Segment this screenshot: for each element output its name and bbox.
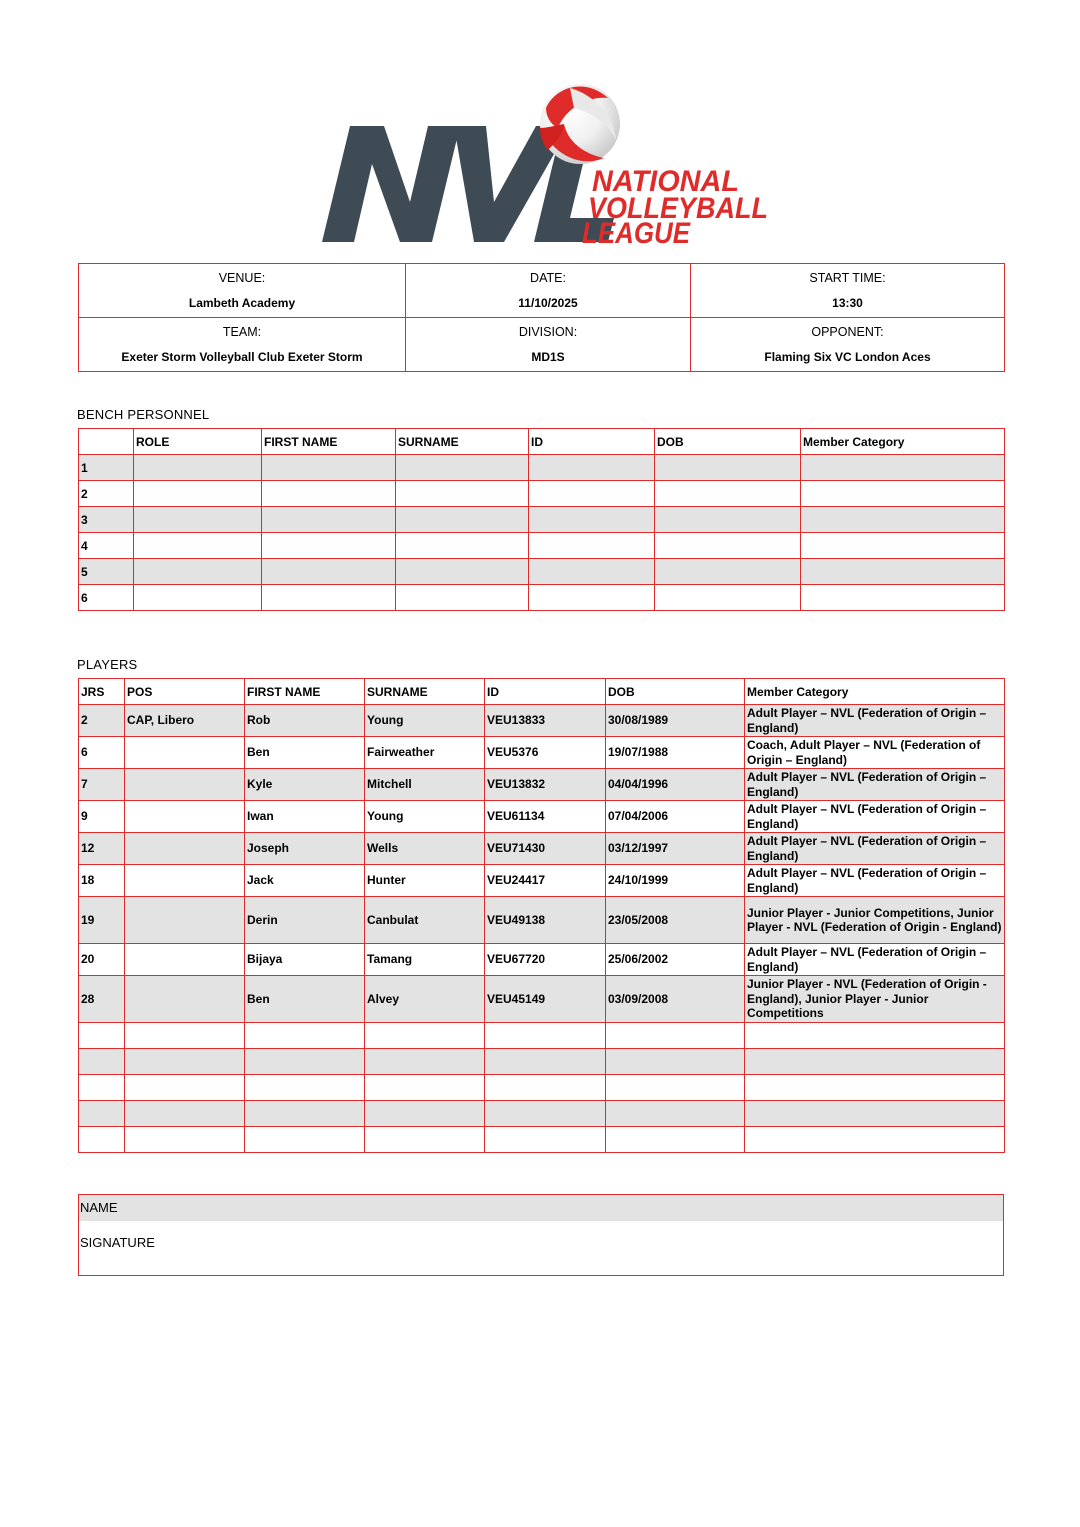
table-row — [79, 737, 1005, 769]
player-surname: Tamang — [365, 944, 485, 976]
volleyball-icon — [540, 84, 620, 164]
player-surname: Young — [365, 705, 485, 737]
player-jrs: 9 — [79, 801, 125, 833]
signoff-box — [78, 1194, 1004, 1276]
bench-personnel-table — [78, 428, 1005, 611]
bench-header-role: ROLE — [134, 429, 262, 455]
player-surname: Alvey — [365, 976, 485, 1023]
player-surname: Wells — [365, 833, 485, 865]
player-surname: Mitchell — [365, 769, 485, 801]
logo-line-2: VOLLEYBALL — [588, 192, 768, 225]
players-header-pos: POS — [125, 679, 245, 705]
player-pos — [125, 897, 245, 944]
player-id: VEU5376 — [485, 737, 606, 769]
bench-header-dob: DOB — [655, 429, 801, 455]
bench-row-number: 2 — [79, 481, 134, 507]
player-member-category: Adult Player – NVL (Federation of Origin – England) — [745, 705, 1005, 737]
table-row-empty — [79, 1101, 1005, 1127]
player-id: VEU71430 — [485, 833, 606, 865]
players-header-member-category: Member Category — [745, 679, 1005, 705]
player-dob: 04/04/1996 — [606, 769, 745, 801]
team-value: Exeter Storm Volleyball Club Exeter Storm — [121, 350, 363, 364]
logo-letter-n — [322, 126, 460, 242]
bench-row-number: 1 — [79, 455, 134, 481]
player-pos — [125, 801, 245, 833]
player-jrs: 7 — [79, 769, 125, 801]
table-row — [79, 507, 1005, 533]
player-dob: 24/10/1999 — [606, 865, 745, 897]
date-label: DATE: — [530, 271, 566, 285]
logo-line-1: NATIONAL — [592, 165, 739, 198]
start-time-label: START TIME: — [809, 271, 886, 285]
opponent-value: Flaming Six VC London Aces — [764, 350, 931, 364]
table-row — [79, 769, 1005, 801]
player-pos: CAP, Libero — [125, 705, 245, 737]
opponent-cell — [691, 318, 1005, 372]
player-pos — [125, 833, 245, 865]
players-header-id: ID — [485, 679, 606, 705]
team-label: TEAM: — [222, 325, 262, 339]
player-pos — [125, 865, 245, 897]
players-table — [78, 678, 1005, 1153]
table-row — [79, 976, 1005, 1023]
bench-row-number: 5 — [79, 559, 134, 585]
logo-line-3: LEAGUE — [582, 217, 691, 246]
player-jrs: 18 — [79, 865, 125, 897]
player-pos — [125, 769, 245, 801]
table-row-empty — [79, 1049, 1005, 1075]
player-id: VEU24417 — [485, 865, 606, 897]
table-row-empty — [79, 1075, 1005, 1101]
player-pos — [125, 976, 245, 1023]
table-row — [79, 897, 1005, 944]
player-jrs: 20 — [79, 944, 125, 976]
table-row — [79, 455, 1005, 481]
player-id: VEU45149 — [485, 976, 606, 1023]
player-first-name: Joseph — [245, 833, 365, 865]
player-dob: 30/08/1989 — [606, 705, 745, 737]
player-member-category: Adult Player – NVL (Federation of Origin – England) — [745, 769, 1005, 801]
signature-field-label: SIGNATURE — [80, 1235, 155, 1250]
table-row-empty — [79, 1127, 1005, 1153]
player-id: VEU49138 — [485, 897, 606, 944]
players-header-surname: SURNAME — [365, 679, 485, 705]
player-surname: Fairweather — [365, 737, 485, 769]
team-cell — [79, 318, 406, 372]
players-title: PLAYERS — [77, 657, 138, 672]
player-dob: 03/09/2008 — [606, 976, 745, 1023]
table-row-empty — [79, 1023, 1005, 1049]
player-id: VEU67720 — [485, 944, 606, 976]
division-value: MD1S — [531, 350, 565, 364]
nvl-logo — [318, 84, 770, 246]
player-dob: 23/05/2008 — [606, 897, 745, 944]
player-jrs: 28 — [79, 976, 125, 1023]
player-jrs: 19 — [79, 897, 125, 944]
players-header-dob: DOB — [606, 679, 745, 705]
bench-personnel-title: BENCH PERSONNEL — [77, 407, 210, 422]
table-row — [79, 559, 1005, 585]
player-jrs: 12 — [79, 833, 125, 865]
player-pos — [125, 944, 245, 976]
table-row — [79, 705, 1005, 737]
player-first-name: Rob — [245, 705, 365, 737]
bench-header-id: ID — [529, 429, 655, 455]
player-first-name: Ben — [245, 737, 365, 769]
table-row — [79, 865, 1005, 897]
table-row — [79, 585, 1005, 611]
venue-label: VENUE: — [218, 271, 266, 285]
player-surname: Canbulat — [365, 897, 485, 944]
date-cell — [406, 264, 691, 318]
venue-cell — [79, 264, 406, 318]
player-surname: Hunter — [365, 865, 485, 897]
player-member-category: Junior Player - Junior Competitions, Junior Player - NVL (Federation of Origin - England) — [745, 897, 1005, 944]
player-member-category: Junior Player - NVL (Federation of Origin - England), Junior Player - Junior Competitions — [745, 976, 1005, 1023]
division-label: DIVISION: — [518, 325, 578, 339]
player-surname: Young — [365, 801, 485, 833]
player-first-name: Kyle — [245, 769, 365, 801]
player-dob: 07/04/2006 — [606, 801, 745, 833]
player-first-name: Jack — [245, 865, 365, 897]
player-id: VEU13832 — [485, 769, 606, 801]
player-member-category: Adult Player – NVL (Federation of Origin – England) — [745, 833, 1005, 865]
start-time-cell — [691, 264, 1005, 318]
table-row — [79, 801, 1005, 833]
player-first-name: Ben — [245, 976, 365, 1023]
player-first-name: Bijaya — [245, 944, 365, 976]
players-header-first-name: FIRST NAME — [245, 679, 365, 705]
player-dob: 19/07/1988 — [606, 737, 745, 769]
venue-value: Lambeth Academy — [188, 296, 296, 310]
bench-row-number: 4 — [79, 533, 134, 559]
match-info-table — [78, 263, 1005, 372]
name-field-label: NAME — [79, 1195, 1003, 1221]
player-member-category: Adult Player – NVL (Federation of Origin – England) — [745, 865, 1005, 897]
opponent-label: OPPONENT: — [811, 325, 884, 339]
bench-header-surname: SURNAME — [396, 429, 529, 455]
table-row — [79, 833, 1005, 865]
player-jrs: 6 — [79, 737, 125, 769]
table-row — [79, 481, 1005, 507]
player-dob: 25/06/2002 — [606, 944, 745, 976]
player-member-category: Adult Player – NVL (Federation of Origin – England) — [745, 801, 1005, 833]
bench-row-number: 3 — [79, 507, 134, 533]
date-value: 11/10/2025 — [518, 296, 578, 310]
player-first-name: Iwan — [245, 801, 365, 833]
player-jrs: 2 — [79, 705, 125, 737]
player-id: VEU13833 — [485, 705, 606, 737]
table-row — [79, 533, 1005, 559]
player-dob: 03/12/1997 — [606, 833, 745, 865]
division-cell — [406, 318, 691, 372]
player-first-name: Derin — [245, 897, 365, 944]
table-row — [79, 944, 1005, 976]
bench-header-member-category: Member Category — [801, 429, 1005, 455]
players-header-jrs: JRS — [79, 679, 125, 705]
bench-row-number: 6 — [79, 585, 134, 611]
player-id: VEU61134 — [485, 801, 606, 833]
bench-header-first-name: FIRST NAME — [262, 429, 396, 455]
bench-header-index — [79, 429, 134, 455]
player-pos — [125, 737, 245, 769]
player-member-category: Adult Player – NVL (Federation of Origin – England) — [745, 944, 1005, 976]
start-time-value: 13:30 — [832, 296, 863, 310]
player-member-category: Coach, Adult Player – NVL (Federation of Origin – England) — [745, 737, 1005, 769]
